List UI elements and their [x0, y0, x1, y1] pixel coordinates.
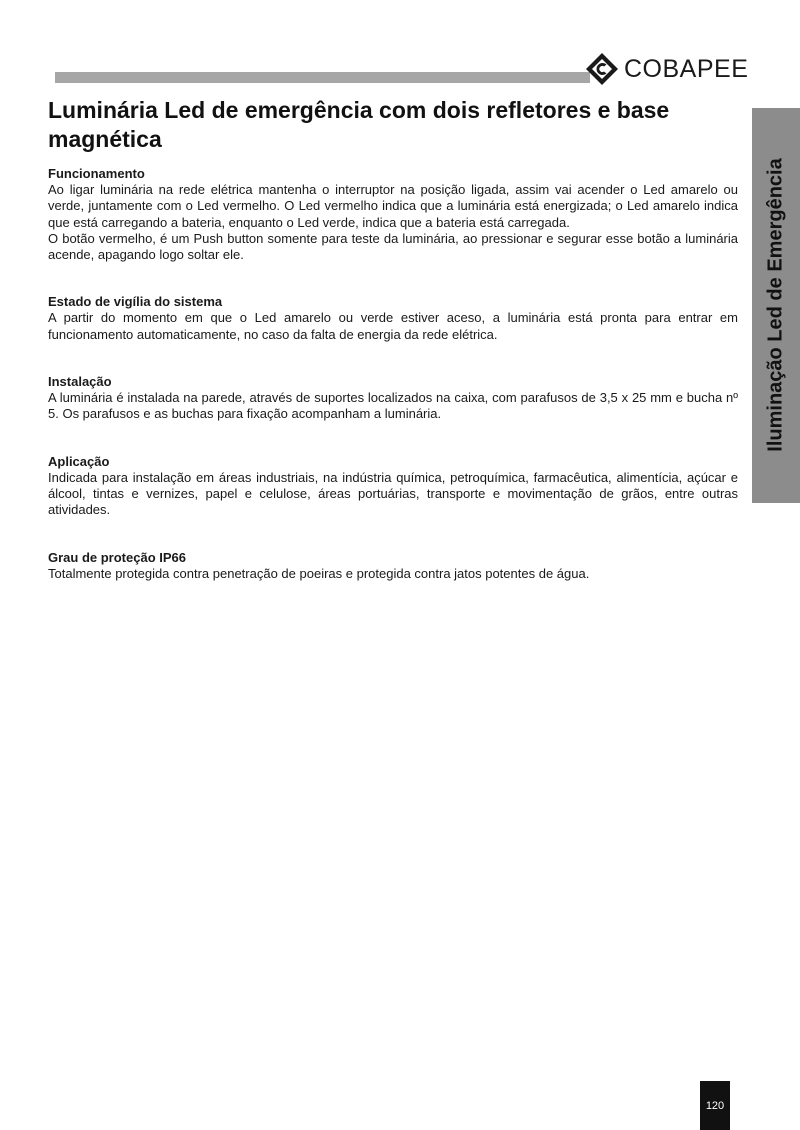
section-paragraph: Totalmente protegida contra penetração de poeiras e protegida contra jatos potentes de água. — [48, 565, 590, 581]
brand-name: COBAPEE — [624, 54, 749, 83]
section-grau-de-protecao — [48, 550, 738, 582]
section-paragraph: Ao ligar luminária na rede elétrica mantenha o interruptor na posição ligada, assim vai acender o Led amarelo ou verde, juntamente com o Led vermelho. O Led vermelho indica que a luminária está energizada; o Led amarelo indica que está carregando a bateria, enquanto o Led verde, indica que a bateria está carregada. — [48, 182, 738, 230]
brand-logo — [584, 52, 748, 86]
chapter-label: Iluminação Led de Emergência — [764, 158, 787, 452]
chapter-side-tab — [752, 108, 800, 503]
section-heading: Grau de proteção IP66 — [48, 549, 186, 565]
section-paragraph: Indicada para instalação em áreas industriais, na indústria química, petroquímica, farmacêutica, alimentícia, açúcar e álcool, tintas e vernizes, papel e celulose, áreas portuárias, transporte e movimentação de grãos, entre outras atividades. — [48, 469, 738, 518]
page-title: Luminária Led de emergência com dois refletores e base magnética — [48, 97, 670, 152]
section-instalacao — [48, 374, 738, 423]
page-number-box — [700, 1081, 730, 1130]
section-paragraph: A partir do momento em que o Led amarelo ou verde estiver aceso, a luminária está pronta para entrar em funcionamento automaticamente, no caso da falta de energia da rede elétrica. — [48, 310, 738, 342]
section-heading: Instalação — [48, 374, 112, 390]
section-estado-de-vigilia — [48, 294, 738, 343]
header-bar — [55, 72, 590, 83]
document-body — [48, 166, 738, 613]
section-heading: Funcionamento — [48, 166, 145, 181]
section-funcionamento — [48, 166, 738, 263]
section-paragraph: A luminária é instalada na parede, através de suportes localizados na caixa, com parafusos de 3,5 x 25 mm e bucha nº 5. Os parafusos e as buchas para fixação acompanham a luminária. — [48, 390, 738, 422]
section-heading: Aplicação — [48, 453, 110, 469]
section-aplicacao — [48, 454, 738, 519]
page-number: 120 — [705, 1099, 725, 1112]
cobapee-logo-icon — [584, 52, 620, 86]
section-paragraph: O botão vermelho, é um Push button somente para teste da luminária, ao pressionar e segurar esse botão a luminária acende, apagando logo soltar ele. — [48, 230, 738, 263]
section-heading: Estado de vigília do sistema — [48, 294, 223, 310]
